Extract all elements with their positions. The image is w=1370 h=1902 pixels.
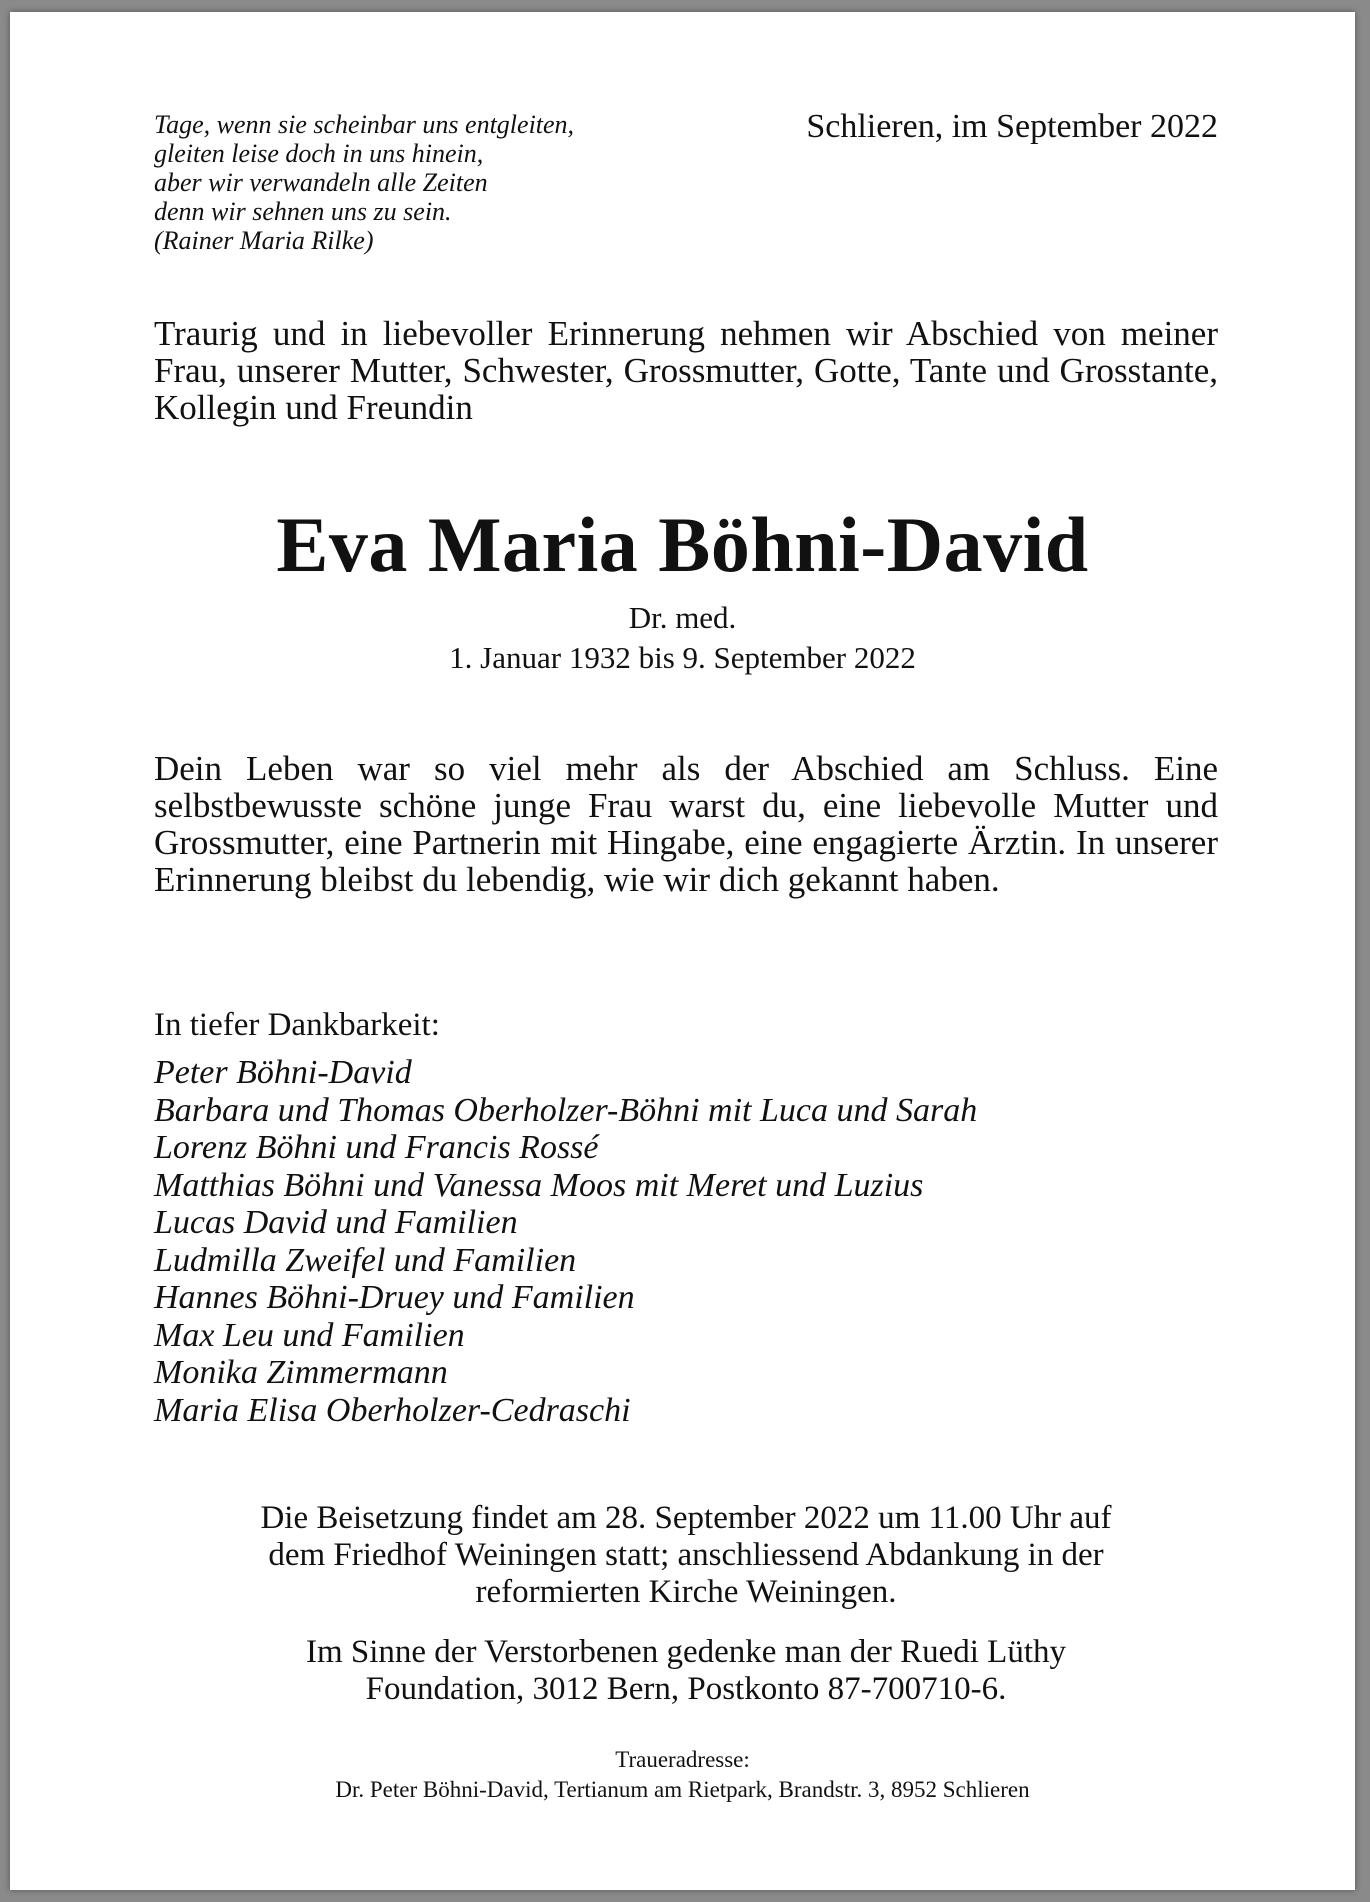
funeral-line: dem Friedhof Weiningen statt; anschliessend Abdankung in der: [268, 1537, 1104, 1573]
deceased-title: Dr. med.: [628, 600, 737, 635]
funeral-line: Die Beisetzung findet am 28. September 2022 um 11.00 Uhr auf: [260, 1500, 1112, 1536]
mourner-name: Barbara und Thomas Oberholzer-Böhni mit Luca und Sarah: [154, 1091, 978, 1129]
mourning-address-label: Traueradresse:: [615, 1747, 750, 1772]
mourner-name: Maria Elisa Oberholzer-Cedraschi: [154, 1391, 631, 1429]
deceased-name: Eva Maria Böhni-David: [276, 501, 1089, 588]
mourner-name: Monika Zimmermann: [154, 1354, 448, 1391]
tribute-text: Dein Leben war so viel mehr als der Abschied am Schluss. Eine selbstbewusste schöne junge Frau warst du, eine liebevolle Mutter und Grossmutter, eine Partnerin mit Hingabe, eine engagierte Ärztin. In unserer Erinnerung bleibst du lebendig, wie wir dich gekannt haben.: [154, 749, 1218, 899]
mourner-name: Lucas David und Familien: [154, 1204, 518, 1241]
life-dates: 1. Januar 1932 bis 9. September 2022: [449, 640, 916, 675]
mourner-name: Lorenz Böhni und Francis Rossé: [154, 1129, 599, 1166]
place-date: Schlieren, im September 2022: [806, 108, 1218, 145]
quote-line: Tage, wenn sie scheinbar uns entgleiten,: [154, 110, 575, 139]
funeral-line: reformierten Kirche Weiningen.: [475, 1574, 897, 1610]
mourning-address: Dr. Peter Böhni-David, Tertianum am Rietpark, Brandstr. 3, 8952 Schlieren: [335, 1777, 1030, 1802]
donation-notice: [154, 1634, 1218, 1708]
mourner-name: Max Leu und Familien: [154, 1316, 465, 1354]
funeral-notice: [154, 1500, 1218, 1611]
rilke-quote: [154, 110, 714, 255]
quote-line: denn wir sehnen uns zu sein.: [154, 197, 452, 226]
mourner-name: Peter Böhni-David: [154, 1054, 412, 1091]
quote-attribution: (Rainer Maria Rilke): [154, 226, 374, 255]
mourner-name: Hannes Böhni-Druey und Familien: [154, 1279, 635, 1316]
mourners-list: [154, 1054, 977, 1429]
quote-line: gleiten leise doch in uns hinein,: [154, 139, 484, 168]
donation-line: Im Sinne der Verstorbenen gedenke man der Ruedi Lüthy: [305, 1634, 1066, 1670]
mourner-name: Matthias Böhni und Vanessa Moos mit Meret und Luzius: [154, 1166, 924, 1204]
thanks-label: In tiefer Dankbarkeit:: [154, 1007, 440, 1043]
quote-line: aber wir verwandeln alle Zeiten: [154, 168, 488, 197]
mourner-name: Ludmilla Zweifel und Familien: [154, 1241, 577, 1279]
obituary-page: [10, 12, 1355, 1890]
donation-line: Foundation, 3012 Bern, Postkonto 87-700710-6.: [365, 1671, 1007, 1707]
intro-text: Traurig und in liebevoller Erinnerung nehmen wir Abschied von meiner Frau, unserer Mutter, Schwester, Grossmutter, Gotte, Tante und Grosstante, Kollegin und Freundin: [154, 314, 1218, 427]
